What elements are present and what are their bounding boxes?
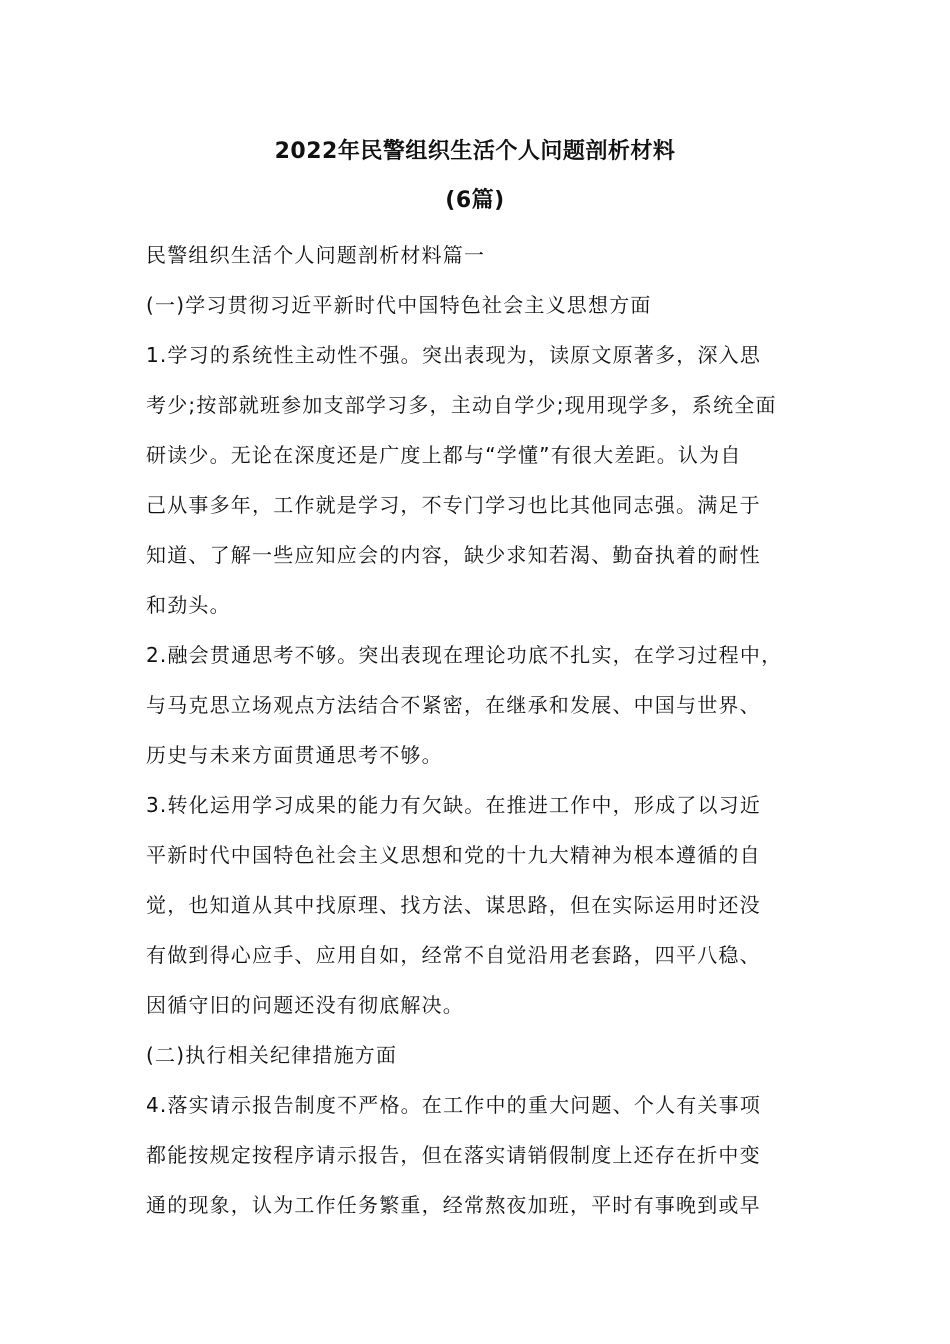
paragraph-line: 4.落实请示报告制度不严格。在工作中的重大问题、个人有关事项 bbox=[146, 1093, 762, 1117]
paragraph-line: 与马克思立场观点方法结合不紧密，在继承和发展、中国与世界、 bbox=[146, 693, 761, 717]
document-body bbox=[146, 230, 812, 1230]
paragraph-line: 2.融会贯通思考不够。突出表现在理论功底不扎实，在学习过程中， bbox=[146, 643, 783, 667]
paragraph-line: 都能按规定按程序请示报告，但在落实请销假制度上还存在折中变 bbox=[146, 1143, 761, 1167]
section-heading: 民警组织生活个人问题剖析材料篇一 bbox=[146, 243, 486, 267]
paragraph-line: 历史与未来方面贯通思考不够。 bbox=[146, 743, 443, 767]
paragraph-line: 研读少。无论在深度还是广度上都与“学懂”有很大差距。认为自 bbox=[146, 443, 742, 467]
paragraph-line: 平新时代中国特色社会主义思想和党的十九大精神为根本遵循的自 bbox=[146, 843, 761, 867]
subsection-heading: (二)执行相关纪律措施方面 bbox=[146, 1043, 398, 1067]
subsection-heading: (一)学习贯彻习近平新时代中国特色社会主义思想方面 bbox=[146, 293, 652, 317]
paragraph-line: 和劲头。 bbox=[146, 593, 231, 617]
paragraph-line: 己从事多年，工作就是学习，不专门学习也比其他同志强。满足于 bbox=[146, 493, 761, 517]
paragraph-line: 考少;按部就班参加支部学习多，主动自学少;现用现学多，系统全面 bbox=[146, 393, 777, 417]
paragraph-line: 觉，也知道从其中找原理、找方法、谋思路，但在实际运用时还没 bbox=[146, 893, 761, 917]
document-subtitle: (6篇) bbox=[445, 188, 505, 213]
paragraph-line: 通的现象，认为工作任务繁重，经常熬夜加班，平时有事晚到或早 bbox=[146, 1193, 761, 1217]
paragraph-line: 知道、了解一些应知应会的内容，缺少求知若渴、勤奋执着的耐性 bbox=[146, 543, 761, 567]
document-title: 2022年民警组织生活个人问题剖析材料 bbox=[274, 139, 676, 164]
paragraph-line: 有做到得心应手、应用自如，经常不自觉沿用老套路，四平八稳、 bbox=[146, 943, 761, 967]
paragraph-line: 3.转化运用学习成果的能力有欠缺。在推进工作中，形成了以习近 bbox=[146, 793, 762, 817]
paragraph-line: 因循守旧的问题还没有彻底解决。 bbox=[146, 993, 464, 1017]
paragraph-line: 1.学习的系统性主动性不强。突出表现为，读原文原著多，深入思 bbox=[146, 343, 762, 367]
